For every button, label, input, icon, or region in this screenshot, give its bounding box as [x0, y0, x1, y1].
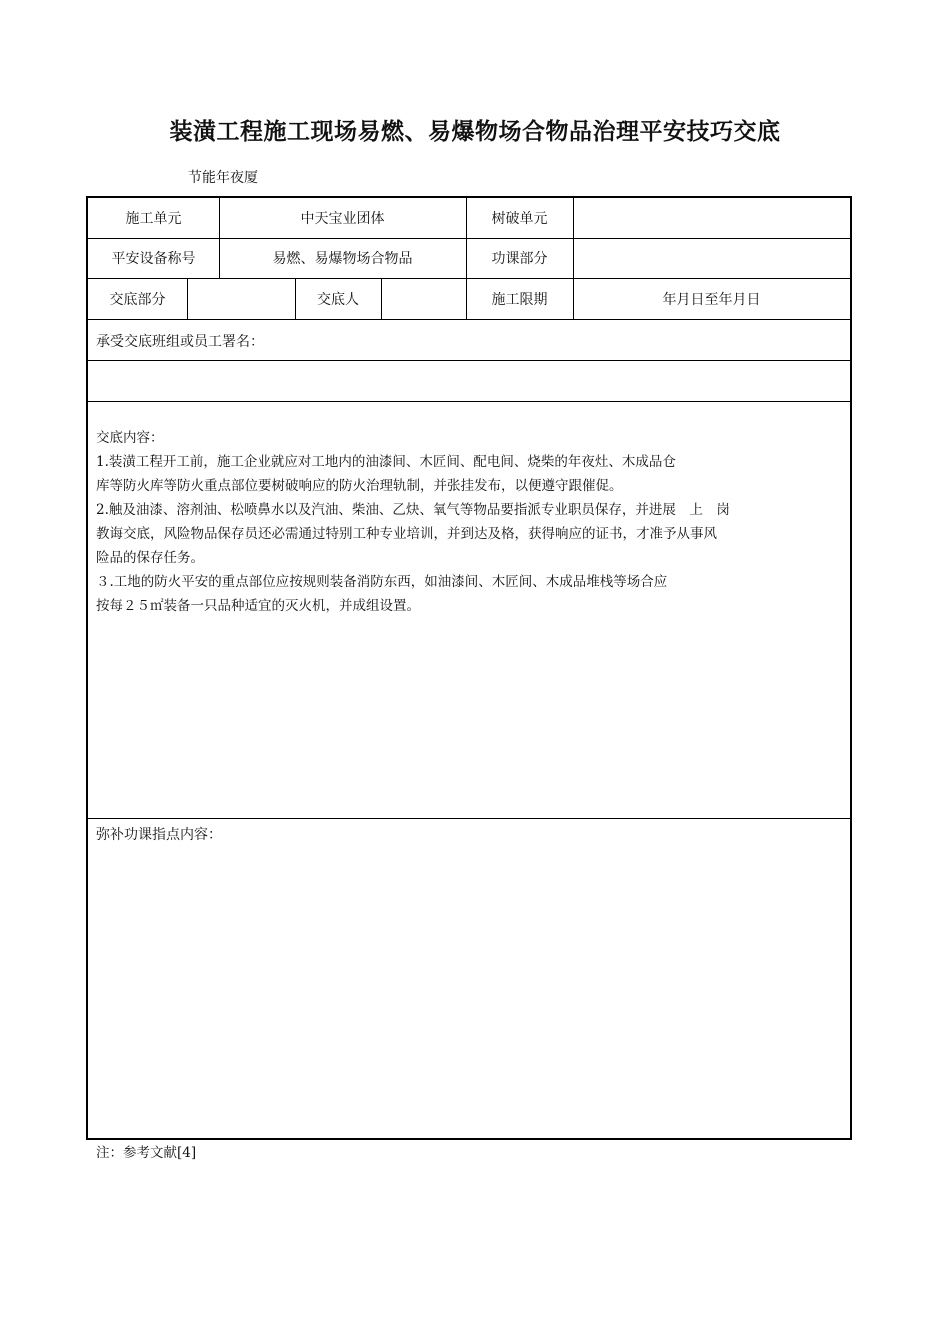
row-divider	[88, 319, 850, 320]
construction-unit-label: 施工单元	[125, 211, 182, 227]
content-line: 1.装潢工程开工前，施工企业就应对工地内的油漆间、木匠间、配电间、烧柴的年夜灶、木成品仓	[96, 454, 676, 470]
facility-name-value: 易燃、易爆物场合物品	[272, 251, 413, 267]
supplement-label: 弥补功课指点内容：	[96, 827, 222, 843]
discloser-label: 交底人	[317, 291, 359, 308]
disclosure-section-label: 交底部分	[109, 291, 166, 308]
row-divider	[88, 401, 850, 402]
signature-label: 承受交底班组或员工署名：	[96, 334, 264, 350]
document-title: 装潢工程施工现场易燃、易爆物场合物品治理平安技巧交底	[169, 119, 781, 145]
content-heading: 交底内容：	[96, 430, 164, 446]
work-section-label: 功课部分	[491, 251, 548, 267]
content-line: 教诲交底，风险物品保存员还必需通过特别工种专业培训，并到达及格，获得响应的证书，才准予从事风	[96, 526, 717, 542]
content-line: 险品的保存任务。	[96, 550, 204, 566]
content-line: 2.触及油漆、溶剂油、松喷鼻水以及汽油、柴油、乙炔、氧气等物品要指派专业职员保存，并进展 上 岗	[96, 502, 730, 518]
content-line: 按每２５㎡装备一只品种适宜的灭火机，并成组设置。	[96, 598, 420, 614]
footnote: 注：参考文献[4]	[96, 1145, 197, 1161]
row-divider	[88, 818, 850, 819]
discloser-value	[381, 278, 466, 319]
construction-unit-value: 中天宝业团体	[300, 211, 385, 227]
disclosure-table	[86, 196, 852, 1140]
disclosure-section-value	[187, 278, 295, 319]
work-section-value	[573, 238, 850, 278]
project-name: 节能年夜厦	[188, 170, 258, 186]
establishing-unit-value	[573, 198, 850, 238]
facility-name-label: 平安设备称号	[111, 251, 196, 267]
content-line: ３.工地的防火平安的重点部位应按规则装备消防东西，如油漆间、木匠间、木成品堆栈等场合应	[96, 574, 668, 590]
construction-period-value: 年月日至年月日	[662, 291, 761, 308]
establishing-unit-label: 树破单元	[491, 211, 548, 227]
content-line: 库等防火库等防火重点部位要树破响应的防火治理轨制，并张挂发布，以便遵守跟催促。	[96, 478, 623, 494]
row-divider	[88, 360, 850, 361]
construction-period-label: 施工限期	[491, 291, 548, 308]
disclosure-content	[96, 426, 844, 618]
